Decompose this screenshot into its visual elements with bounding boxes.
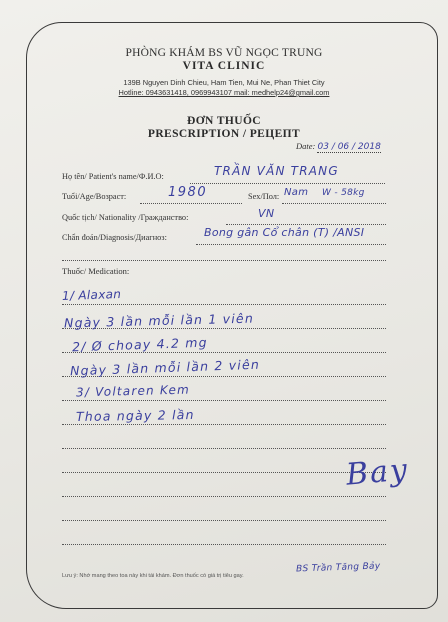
- med-line-1: 1/ Alaxan: [61, 286, 122, 304]
- diagnosis-line-2: [62, 260, 386, 261]
- med-rule-10: [62, 520, 386, 521]
- patient-name-label: Họ tên/ Patient's name/Ф.И.О:: [62, 172, 164, 181]
- signature-scribble: Bay: [344, 452, 411, 493]
- med-rule-1: [62, 304, 386, 305]
- clinic-brand: VITA CLINIC: [182, 60, 266, 72]
- med-line-4: Ngày 3 lần mỗi lần 2 viên: [69, 356, 261, 379]
- date-label: Date:: [296, 141, 316, 151]
- date-value: 03 / 06 / 2018: [317, 142, 381, 152]
- med-line-2: Ngày 3 lần mỗi lần 1 viên: [63, 310, 255, 331]
- date-row: [296, 141, 381, 153]
- medication-label: Thuốc/ Medication:: [62, 266, 130, 276]
- sex-line: [282, 203, 386, 204]
- clinic-address: 139B Nguyen Dinh Chieu, Ham Tien, Mui Ne, Phan Thiet City: [123, 78, 325, 87]
- patient-name-value: TRẦN VĂN TRANG: [214, 164, 339, 178]
- med-rule-11: [62, 544, 386, 545]
- footer-note: Lưu ý: Nhớ mang theo toa này khi tái khám. Đơn thuốc có giá trị tiêu gay.: [62, 573, 244, 579]
- age-line: [140, 203, 242, 204]
- clinic-name: PHÒNG KHÁM BS VŨ NGỌC TRUNG: [125, 47, 323, 59]
- diagnosis-value: Bong gân Cổ chân (T) /ANSI: [204, 226, 365, 239]
- doctor-name: BS Trần Tăng Bảy: [295, 561, 381, 575]
- med-rule-6: [62, 424, 386, 425]
- nationality-value: VN: [258, 207, 275, 220]
- sex-label: Sex/Пол:: [248, 192, 280, 201]
- clinic-contacts: Hotline: 0943631418, 0969943107 mail: medhelp24@gmail.com: [118, 88, 330, 97]
- nationality-line: [226, 224, 386, 225]
- med-line-6: Thoa ngày 2 lần: [75, 406, 195, 425]
- med-line-3: 2/ Ø choay 4.2 mg: [71, 334, 209, 355]
- med-rule-5: [62, 400, 386, 401]
- patient-name-line: [190, 183, 385, 184]
- med-rule-8: [62, 472, 386, 473]
- age-label: Tuổi/Age/Возраст:: [62, 192, 127, 201]
- diagnosis-line-1: [196, 244, 386, 245]
- med-rule-7: [62, 448, 386, 449]
- weight-value: W - 58kg: [322, 188, 365, 198]
- med-line-5: 3/ Voltaren Kem: [75, 382, 191, 400]
- sex-value: Nam: [284, 187, 309, 198]
- nationality-label: Quốc tịch/ Nationality /Гражданство:: [62, 213, 189, 222]
- diagnosis-label: Chẩn đoán/Diagnosis/Диагноз:: [62, 233, 167, 242]
- title-english: PRESCRIPTION / РЕЦЕПТ: [147, 128, 301, 140]
- med-rule-9: [62, 496, 386, 497]
- age-value: 1980: [168, 185, 208, 200]
- title-vietnamese: ĐƠN THUỐC: [187, 115, 261, 127]
